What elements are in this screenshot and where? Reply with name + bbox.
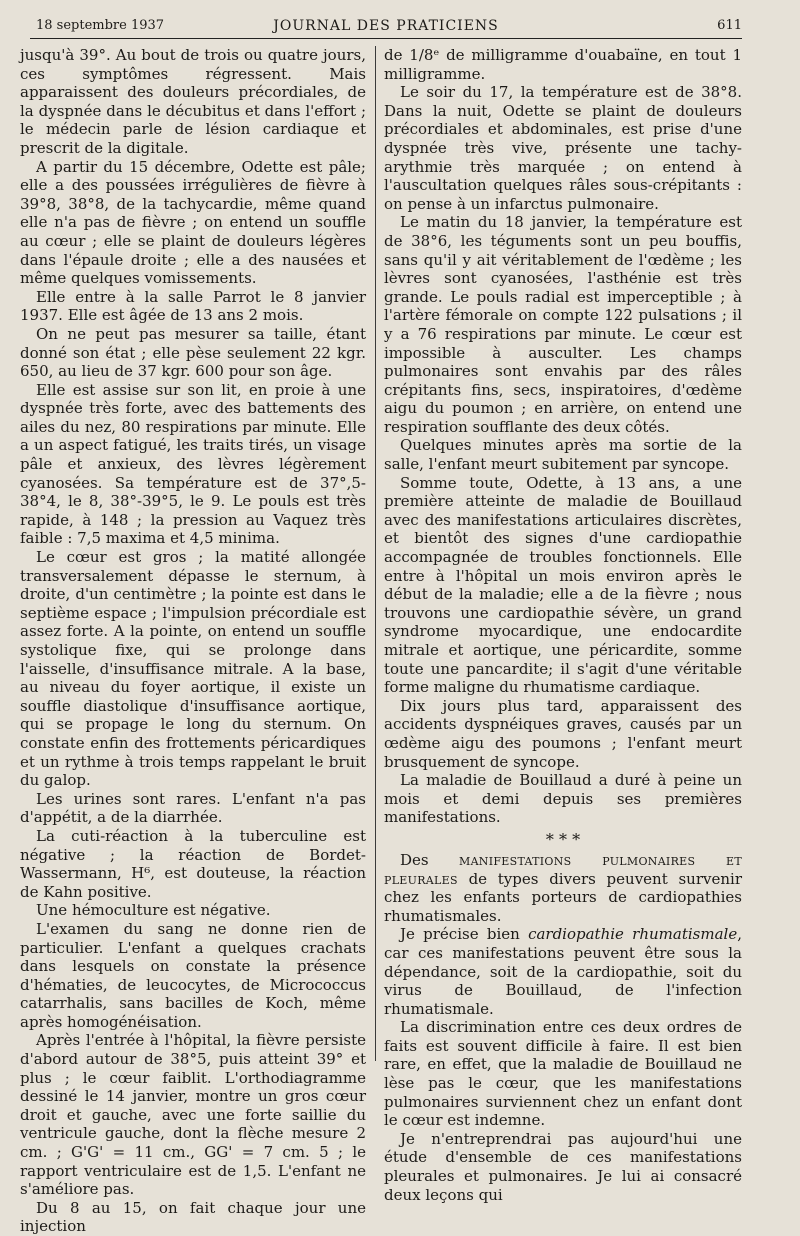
- paragraph: [384, 851, 742, 925]
- paragraph: Le matin du 18 janvier, la température est de 38°6, les téguments sont un peu bouffis, sans qu'il y ait véritablement de l'œdème ; les lèvres sont cyanosées, l'asthénie est très grande. Le pouls radial est imperceptible ; à l'artère fémorale on compte 122 pulsations ; il y a 76 respirations par minute. Le cœur est impossible à ausculter. Les champs pulmonaires sont envahis par des râles crépitants fins, secs, inspiratoires, d'œdème aigu du poumon ; en arrière, on entend une respiration soufflante des deux côtés.: [384, 213, 742, 436]
- paragraph: On ne peut pas mesurer sa taille, étant donné son état ; elle pèse seulement 22 kgr. 650, au lieu de 37 kgr. 600 pour son âge.: [20, 324, 366, 381]
- left-column: [20, 46, 366, 1236]
- paragraph: Quelques minutes après ma sortie de la salle, l'enfant meurt subitement par syncope.: [384, 436, 742, 474]
- paragraph: Du 8 au 15, on fait chaque jour une injection: [20, 1198, 366, 1236]
- header-date: 18 septembre 1937: [36, 18, 165, 33]
- paragraph: Les urines sont rares. L'enfant n'a pas d'appétit, a de la diarrhée.: [20, 789, 366, 827]
- lead-word: Des: [400, 850, 429, 869]
- section-separator: * * *: [545, 829, 581, 849]
- right-column: [384, 46, 742, 1204]
- running-header: [30, 14, 742, 39]
- paragraph: [384, 925, 742, 1018]
- paragraph: Elle est assise sur son lit, en proie à une dyspnée très forte, avec des battements des ailes du nez, 80 respirations par minute. Elle a un aspect fatigué, les traits tirés, un visage pâle et anxieux, des lèvres légèrement cyanosées. Sa température est de 37°,5-38°4, le 8, 38°-39°5, le 9. Le pouls est très rapide, à 148 ; la pression au Vaquez très faible : 7,5 maxima et 4,5 minima.: [20, 380, 366, 548]
- paragraph: L'examen du sang ne donne rien de particulier. L'enfant a quelques crachats dans lesquels on constate la présence d'hématies, de leucocytes, de Micrococcus catarrhalis, sans bacilles de Koch, même après homogénéisation.: [20, 919, 366, 1031]
- text-run: , car ces manifestations peuvent être sous la dépendance, soit de la cardiopathie, soit du virus de Bouillaud, de l'infection rhumatismale.: [384, 925, 742, 1018]
- paragraph: Le cœur est gros ; la matité allongée transversalement dépasse le sternum, à droite, d'un centimètre ; la pointe est dans le septième espace ; l'impulsion précordiale est assez forte. A la pointe, on entend un souffle systolique fixe, qui se prolonge dans l'aisselle, d'insuffisance mitrale. A la base, au niveau du foyer aortique, il existe un souffle diastolique d'insuffisance aortique, qui se propage le long du sternum. On constate enfin des frottements péricardiques et un rythme à trois temps rappelant le bruit du galop.: [20, 548, 366, 790]
- page-number: 611: [717, 18, 742, 33]
- paragraph: Elle entre à la salle Parrot le 8 janvier 1937. Elle est âgée de 13 ans 2 mois.: [20, 287, 366, 325]
- column-divider: [375, 46, 376, 1061]
- paragraph: de 1/8ᵉ de milligramme d'ouabaïne, en tout 1 milligramme.: [384, 46, 742, 83]
- journal-title: JOURNAL DES PRATICIENS: [273, 18, 499, 34]
- paragraph: La discrimination entre ces deux ordres de faits est souvent difficile à faire. Il est bien rare, en effet, que la maladie de Bouillaud ne lèse pas le cœur, que les manifestations pulmonaires surviennent chez un enfant dont le cœur est indemne.: [384, 1018, 742, 1130]
- small-caps-lead: manifestations pulmonaires et pleurales: [384, 850, 742, 888]
- paragraph: jusqu'à 39°. Au bout de trois ou quatre jours, ces symptômes régressent. Mais apparaissent des douleurs précordiales, de la dyspnée dans le décubitus et dans l'effort ; le médecin parle de lésion cardiaque et prescrit de la digitale.: [20, 46, 366, 157]
- paragraph: Après l'entrée à l'hôpital, la fièvre persiste d'abord autour de 38°5, puis atteint 39° et plus ; le cœur faiblit. L'orthodiagramme dessiné le 14 janvier, montre un gros cœur droit et gauche, avec une forte saillie du ventricule gauche, dont la flèche mesure 2 cm. ; G'G' = 11 cm., GG' = 7 cm. 5 ; le rapport ventriculaire est de 1,5. L'enfant ne s'améliore pas.: [20, 1031, 366, 1199]
- paragraph: Une hémoculture est négative.: [36, 901, 271, 920]
- lead-rest: de types divers peuvent survenir chez les enfants porteurs de cardiopathies rhumatismales.: [384, 869, 742, 925]
- paragraph: La maladie de Bouillaud a duré à peine un mois et demi depuis ses premières manifestations.: [384, 771, 742, 827]
- text-run: Je précise bien: [400, 925, 529, 944]
- paragraph: Le soir du 17, la température est de 38°8. Dans la nuit, Odette se plaint de douleurs précordiales et abdominales, est prise d'une dyspnée très vive, présente une tachy-arythmie très marquée ; on entend à l'auscultation quelques râles sous-crépitants : on pense à un infarctus pulmonaire.: [384, 83, 742, 213]
- paragraph: A partir du 15 décembre, Odette est pâle; elle a des poussées irrégulières de fièvre à 39°8, 38°8, de la tachycardie, même quand elle n'a pas de fièvre ; on entend un souffle au cœur ; elle se plaint de douleurs légères dans l'épaule droite ; elle a des nausées et même quelques vomissements.: [20, 157, 366, 288]
- paragraph: Dix jours plus tard, apparaissent des accidents dyspnéiques graves, causés par un œdème aigu des poumons ; l'enfant meurt brusquement de syncope.: [384, 696, 742, 771]
- paragraph: Somme toute, Odette, à 13 ans, a une première atteinte de maladie de Bouillaud avec des manifestations articulaires discrètes, et bientôt des signes d'une cardiopathie accompagnée de troubles fonctionnels. Elle entre à l'hôpital un mois environ après le début de la maladie; elle a de la fièvre ; nous trouvons une cardiopathie sévère, un grand syndrome myocardique, une endocardite mitrale et aortique, une péricardite, somme toute une pancardite; il s'agit d'une véritable forme maligne du rhumatisme cardiaque.: [384, 473, 742, 697]
- paragraph: La cuti-réaction à la tuberculine est négative ; la réaction de Bordet-Wassermann, H⁶, est douteuse, la réaction de Kahn positive.: [20, 826, 366, 901]
- paragraph: Je n'entreprendrai pas aujourd'hui une étude d'ensemble de ces manifestations pleurales et pulmonaires. Je lui ai consacré deux leçons qui: [384, 1129, 742, 1204]
- italic-term: cardiopathie rhumatismale: [528, 925, 738, 944]
